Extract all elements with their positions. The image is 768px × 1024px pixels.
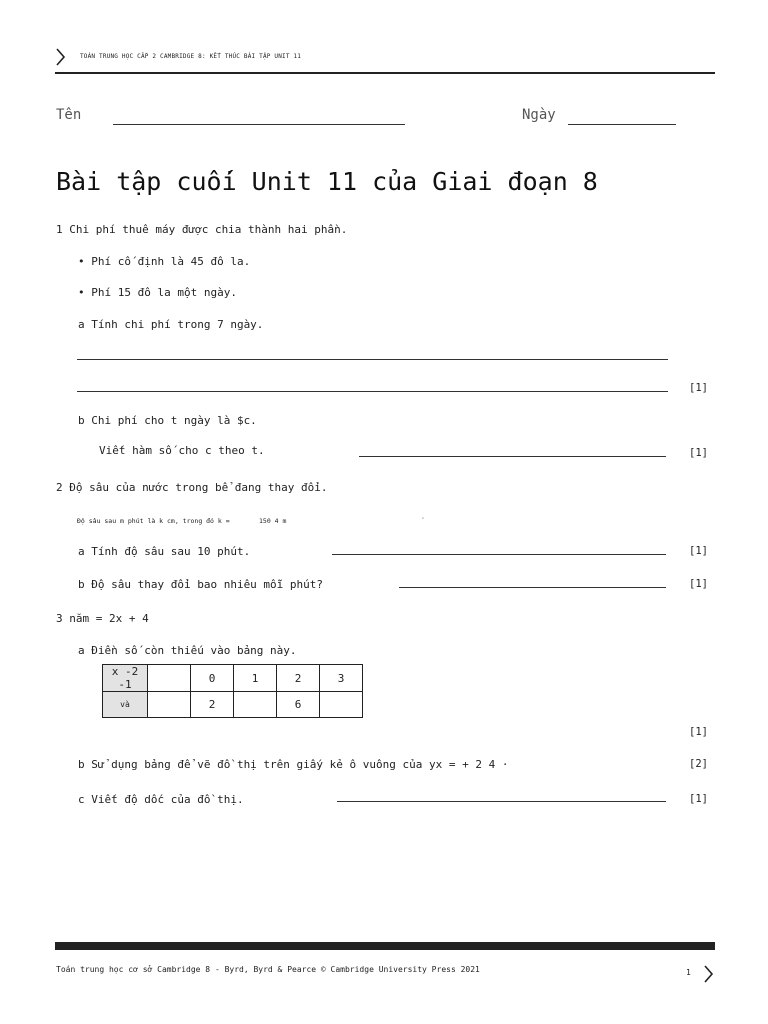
- table-cell: 2: [277, 665, 320, 692]
- q3c-mark: [1]: [689, 793, 708, 805]
- table-cell: 0: [191, 665, 234, 692]
- q1-bullet-1: • Phí cố định là 45 đô la.: [78, 255, 251, 268]
- q1-bullet-2: • Phí 15 đô la một ngày.: [78, 286, 237, 299]
- table-cell: 1: [234, 665, 277, 692]
- q3a-text: a Điền số còn thiếu vào bảng này.: [78, 644, 297, 657]
- table-cell: 2: [191, 692, 234, 718]
- q2b-mark: [1]: [689, 578, 708, 590]
- q3c-answer-line[interactable]: [337, 801, 666, 802]
- q1b-mark: [1]: [689, 447, 708, 459]
- q1-stem: 1 Chi phí thuê máy được chia thành hai phần.: [56, 223, 348, 236]
- q2-info-dot: ·: [421, 514, 425, 522]
- table-row-x: [103, 665, 363, 692]
- table-cell: 6: [277, 692, 320, 718]
- running-header: TOÁN TRUNG HỌC CẤP 2 CAMBRIDGE 8: KẾT THÚC BÀI TẬP UNIT 11: [80, 53, 302, 60]
- table-cell[interactable]: [148, 692, 191, 718]
- values-table: [102, 664, 363, 718]
- q2b-answer-line[interactable]: [399, 587, 666, 588]
- q2-info-formula: 150 4 m: [259, 517, 287, 525]
- q1a-answer-line-1[interactable]: [77, 359, 668, 360]
- table-cell: và: [103, 692, 148, 718]
- q1b-instruction: Viết hàm số cho c theo t.: [99, 444, 265, 457]
- q3a-mark: [1]: [689, 726, 708, 738]
- q2-info: Độ sâu sau m phút là k cm, trong đó k =: [77, 517, 230, 525]
- q3b-text: b Sử dụng bảng để vẽ đồ thị trên giấy kẻ ô vuông của yx = + 2 4 ·: [78, 758, 509, 771]
- table-cell[interactable]: [234, 692, 277, 718]
- q3c-text: c Viết độ dốc của đồ thị.: [78, 793, 244, 806]
- page-title: Bài tập cuối Unit 11 của Giai đoạn 8: [56, 167, 598, 196]
- q1a-answer-line-2[interactable]: [77, 391, 668, 392]
- q1a-mark: [1]: [689, 382, 708, 394]
- name-label: Tên: [56, 107, 82, 123]
- q3b-mark: [2]: [689, 758, 708, 770]
- q2a-answer-line[interactable]: [332, 554, 666, 555]
- q2a-mark: [1]: [689, 545, 708, 557]
- table-row-y: [103, 692, 363, 718]
- footer-rule: [55, 942, 715, 950]
- q1b-answer-line[interactable]: [359, 456, 666, 457]
- header-rule: [55, 72, 715, 74]
- q1a-text: a Tính chi phí trong 7 ngày.: [78, 318, 264, 331]
- date-field[interactable]: [568, 124, 676, 125]
- table-cell[interactable]: [320, 692, 363, 718]
- date-label: Ngày: [522, 107, 556, 123]
- q2b-text: b Độ sâu thay đổi bao nhiêu mỗi phút?: [78, 578, 324, 591]
- name-field[interactable]: [113, 124, 405, 125]
- q2a-text: a Tính độ sâu sau 10 phút.: [78, 545, 251, 558]
- table-cell: x -2 -1: [103, 665, 148, 692]
- q3-stem: 3 năm = 2x + 4: [56, 612, 149, 625]
- chevron-right-icon: [55, 47, 67, 67]
- q2-stem: 2 Độ sâu của nước trong bể đang thay đổi.: [56, 481, 328, 494]
- table-cell: 3: [320, 665, 363, 692]
- table-cell[interactable]: [148, 665, 191, 692]
- footer-credit: Toán trung học cơ sở Cambridge 8 - Byrd, Byrd & Pearce © Cambridge University Press 2021: [56, 965, 480, 974]
- q1b-text: b Chi phí cho t ngày là $c.: [78, 414, 257, 427]
- chevron-right-icon[interactable]: [703, 964, 715, 984]
- page-number: 1: [686, 968, 691, 977]
